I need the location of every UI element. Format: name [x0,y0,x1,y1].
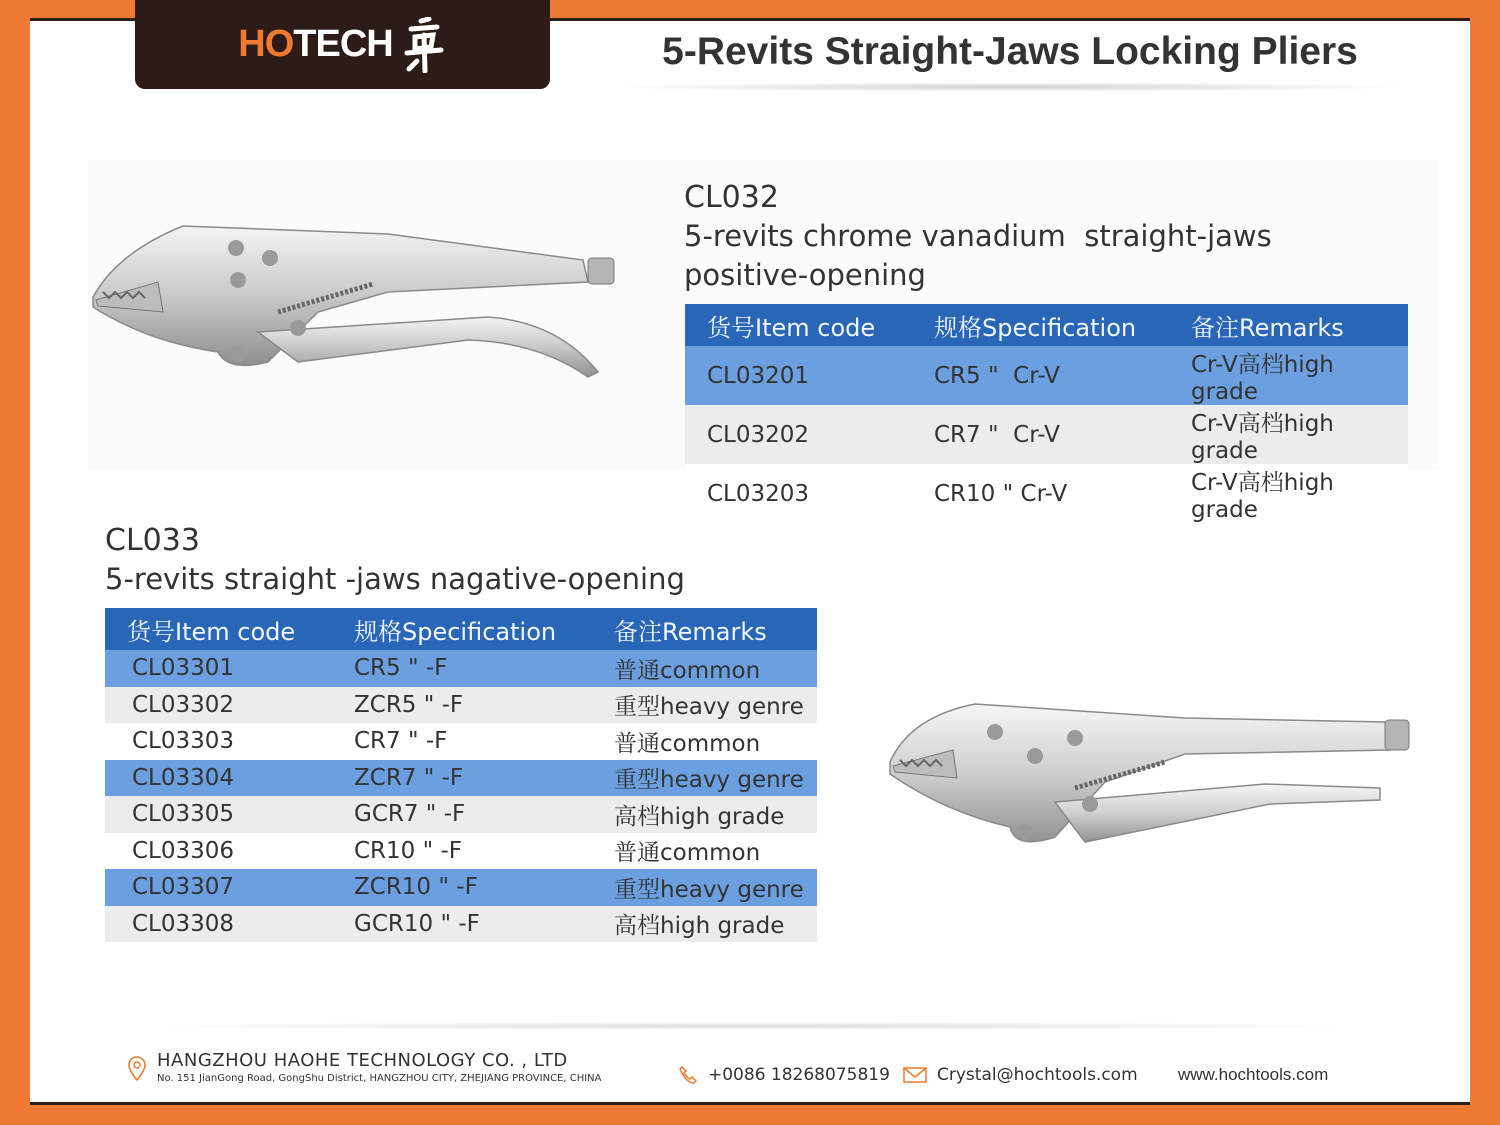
title-underline-shadow [600,82,1420,92]
product-code-cl032: CL032 [684,180,779,215]
pliers-image-negative-opening [885,692,1415,862]
cell-specification: ZCR5 " -F [332,687,592,724]
footer-address-block [128,1050,602,1084]
cell-specification: CR10 " -F [332,833,592,870]
cell-remarks: Cr-V高档high grade [1169,464,1408,523]
cell-item-code: CL03306 [105,833,332,870]
spec-table-cl033 [105,608,817,942]
cell-item-code: CL03308 [105,906,332,943]
cell-specification: ZCR10 " -F [332,869,592,906]
cell-item-code: CL03303 [105,723,332,760]
cell-remarks: 普通common [592,650,817,687]
table-header-row [685,304,1408,346]
table-row [105,906,817,943]
logo-symbol-icon [401,17,447,73]
cell-remarks: 重型heavy genre [592,760,817,797]
cell-remarks: 重型heavy genre [592,687,817,724]
cell-item-code: CL03301 [105,650,332,687]
footer-phone [678,1065,890,1085]
cell-item-code: CL03304 [105,760,332,797]
mail-icon [903,1066,927,1084]
cell-specification: GCR7 " -F [332,796,592,833]
spec-table-cl032 [685,304,1408,523]
cell-remarks: 普通common [592,833,817,870]
pliers-image-straight-jaws [88,212,618,382]
page-title: 5-Revits Straight-Jaws Locking Pliers [662,30,1358,73]
header-remarks: 备注Remarks [1169,304,1408,346]
header-specification: 规格Specification [332,608,592,650]
website-link[interactable]: www.hochtools.com [1178,1065,1329,1084]
table-row [685,405,1408,464]
cell-remarks: 普通common [592,723,817,760]
cell-remarks: 高档high grade [592,906,817,943]
description-line-1: 5-revits chrome vanadium straight-jaws [684,219,1272,253]
product-description-cl033: 5-revits straight -jaws nagative-opening [105,562,685,596]
product-description-cl032 [684,217,1404,295]
table-row [105,796,817,833]
brand-logo [135,0,550,89]
table-row [685,346,1408,405]
cell-item-code: CL03302 [105,687,332,724]
table-row [105,760,817,797]
cell-remarks: 高档high grade [592,796,817,833]
cell-specification: CR7 " -F [332,723,592,760]
cell-specification: CR5 " Cr-V [912,346,1169,405]
table-row [105,869,817,906]
cell-specification: CR7 " Cr-V [912,405,1169,464]
product-code-cl033: CL033 [105,523,200,558]
cell-specification: CR10 " Cr-V [912,464,1169,523]
cell-item-code: CL03307 [105,869,332,906]
company-name: HANGZHOU HAOHE TECHNOLOGY CO. , LTD [157,1050,568,1071]
header-item-code: 货号Item code [685,304,912,346]
table-header-row [105,608,817,650]
phone-icon [678,1065,698,1085]
cell-specification: CR5 " -F [332,650,592,687]
cell-remarks: 重型heavy genre [592,869,817,906]
company-address: No. 151 JianGong Road, GongShu District, HANGZHOU CITY, ZHEJIANG PROVINCE, CHINA [157,1073,602,1084]
table-row [105,650,817,687]
header-remarks: 备注Remarks [592,608,817,650]
cell-specification: ZCR7 " -F [332,760,592,797]
phone-number: +0086 18268075819 [708,1065,890,1085]
table-row [685,464,1408,523]
footer-email [903,1065,1138,1085]
cell-item-code: CL03305 [105,796,332,833]
table-row [105,723,817,760]
description-line-2: positive-opening [684,258,926,292]
footer-website [1178,1065,1328,1085]
table-row [105,833,817,870]
cell-item-code: CL03201 [685,346,912,405]
cell-remarks: Cr-V高档high grade [1169,405,1408,464]
logo-wordmark: HOTECH [238,23,393,65]
cell-specification: GCR10 " -F [332,906,592,943]
table-row [105,687,817,724]
header-specification: 规格Specification [912,304,1169,346]
location-pin-icon [128,1056,146,1082]
email-link[interactable]: Crystal@hochtools.com [937,1065,1138,1085]
cell-item-code: CL03202 [685,405,912,464]
cell-remarks: Cr-V高档high grade [1169,346,1408,405]
cell-item-code: CL03203 [685,464,912,523]
footer-divider [120,1022,1380,1030]
header-item-code: 货号Item code [105,608,332,650]
